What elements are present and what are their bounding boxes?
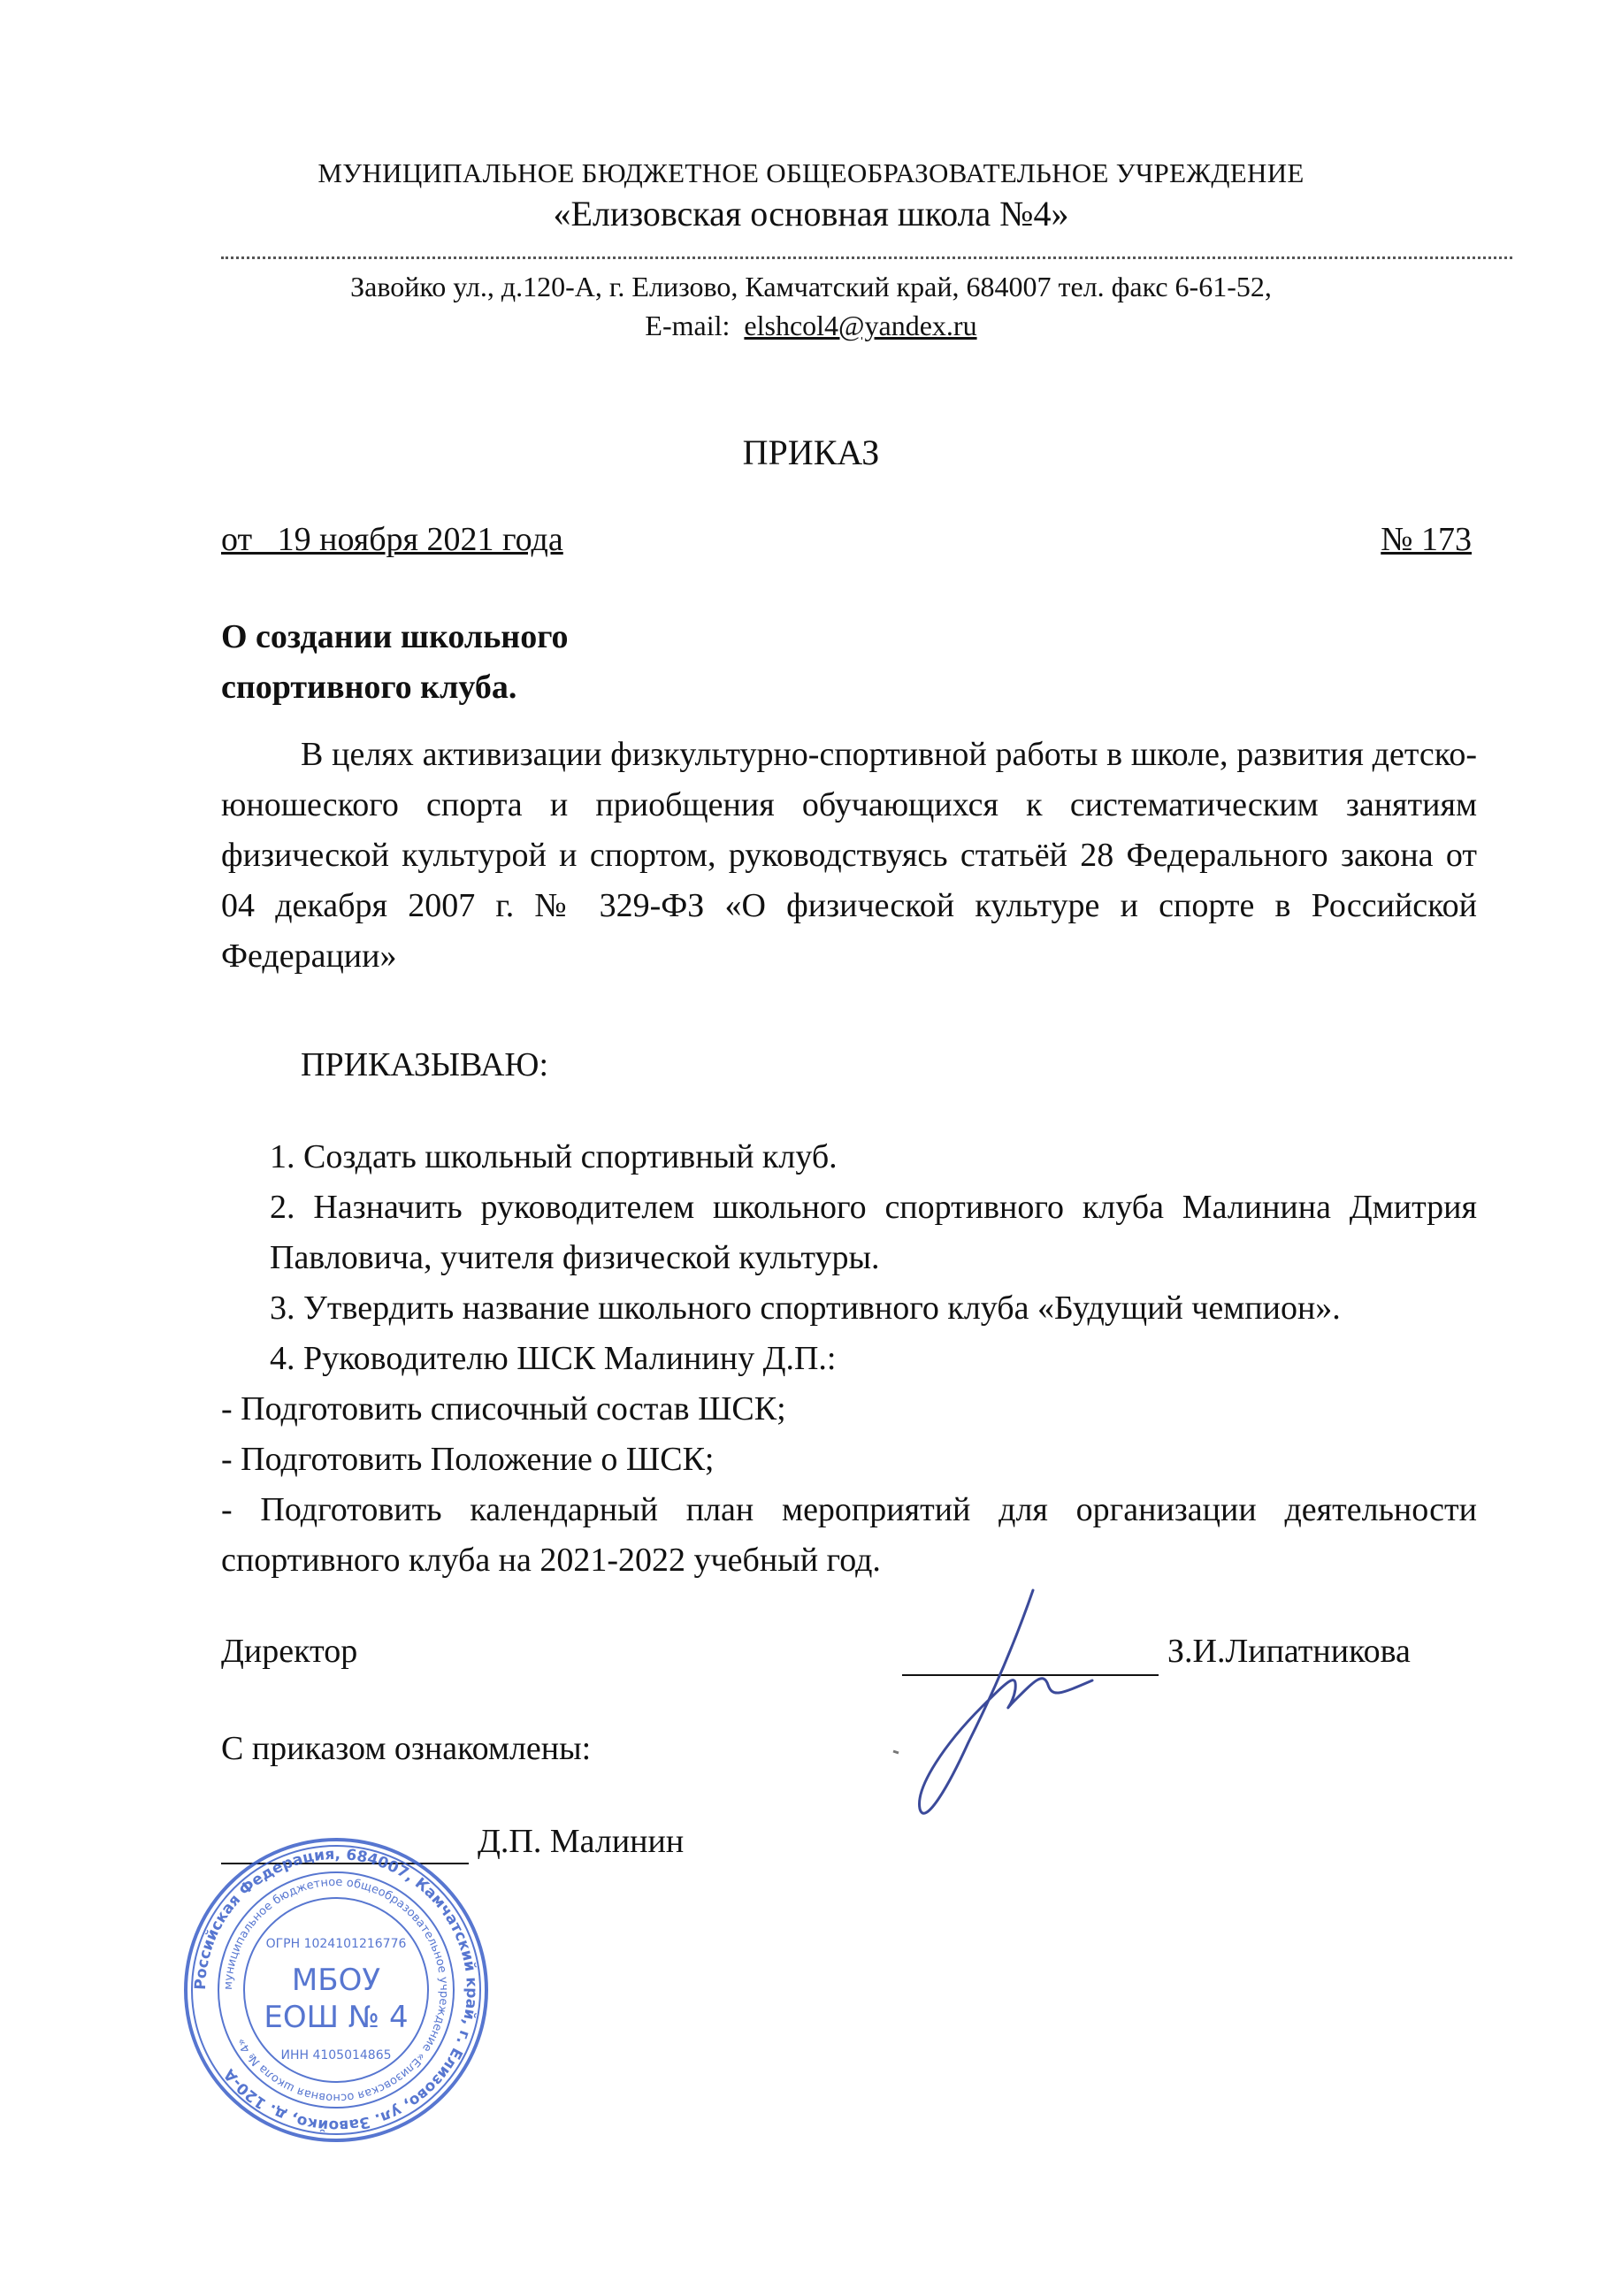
stamp-inn: ИНН 4105014865 — [280, 2048, 392, 2063]
order-item-1: 1. Создать школьный спортивный клуб. — [270, 1138, 838, 1175]
email-line — [0, 310, 1622, 342]
director-title: Директор — [221, 1633, 358, 1670]
order-items — [221, 1132, 1477, 1586]
order-item-3: 3. Утвердить название школьного спортивного клуба «Будущий чемпион». — [270, 1290, 1341, 1327]
acquainted-name: Д.П. Малинин — [478, 1823, 685, 1860]
order-subject — [221, 612, 752, 713]
order-item-2: 2. Назначить руководителем школьного спортивного клуба Малинина Дмитрия Павловича, учителя физической культуры. — [270, 1189, 1477, 1276]
order-subitem-3: - Подготовить календарный план мероприятий для организации деятельности спортивного клуба на 2021-2022 учебный год. — [221, 1491, 1477, 1579]
header-divider — [221, 256, 1512, 259]
stamp-ring-text: Российская Федерация, 684007, Камчатский край, г. Елизово, ул. Завойко, д. 120-А — [191, 1845, 481, 2135]
organization-name: «Елизовская основная школа №4» — [553, 194, 1069, 233]
order-item-4: 4. Руководителю ШСК Малинину Д.П.: — [270, 1340, 837, 1377]
organization-address: Завойко ул., д.120-А, г. Елизово, Камчатский край, 684007 тел. факс 6-61-52, — [350, 271, 1272, 302]
organization-type: МУНИЦИПАЛЬНОЕ БЮДЖЕТНОЕ ОБЩЕОБРАЗОВАТЕЛЬНОЕ УЧРЕЖДЕНИЕ — [318, 157, 1304, 188]
email-link[interactable]: elshcol4@yandex.ru — [744, 310, 977, 341]
official-stamp — [177, 1831, 495, 2149]
subject-line-2: спортивного клуба. — [221, 669, 517, 706]
preamble-paragraph — [221, 730, 1477, 982]
stamp-inner-ring-text: муниципальное бюджетное общеобразовательное учреждение «Елизовская основная школа № 4» — [221, 1875, 451, 2105]
order-subitem-2: - Подготовить Положение о ШСК; — [221, 1441, 715, 1478]
stamp-ogrn: ОГРН 1024101216776 — [265, 1937, 407, 1951]
subject-line-1: О создании школьного — [221, 618, 569, 655]
director-name: З.И.Липатникова — [1167, 1633, 1411, 1670]
order-date: от 19 ноября 2021 года — [221, 521, 563, 558]
stamp-center-line-2: ЕОШ № 4 — [264, 2000, 409, 2035]
preamble-text: В целях активизации физкультурно-спортивной работы в школе, развития детско-юношеского спорта и приобщения обучающихся к систематическим занятиям физической культурой и спортом, руководствуясь статьёй 28 Федерального закона от 04 декабря 2007 г. № 329-ФЗ «О физической культуре и спорте в Российской Федерации» — [221, 736, 1477, 975]
order-number: № 173 — [1381, 521, 1472, 558]
stamp-center-line-1: МБОУ — [291, 1963, 381, 1998]
director-signature — [884, 1583, 1167, 1840]
document-title: ПРИКАЗ — [742, 432, 880, 472]
familiarized-label: С приказом ознакомлены: — [221, 1730, 592, 1767]
command-heading: ПРИКАЗЫВАЮ: — [301, 1046, 549, 1083]
order-subitem-1: - Подготовить списочный состав ШСК; — [221, 1390, 786, 1427]
email-label: E-mail: — [645, 310, 731, 341]
